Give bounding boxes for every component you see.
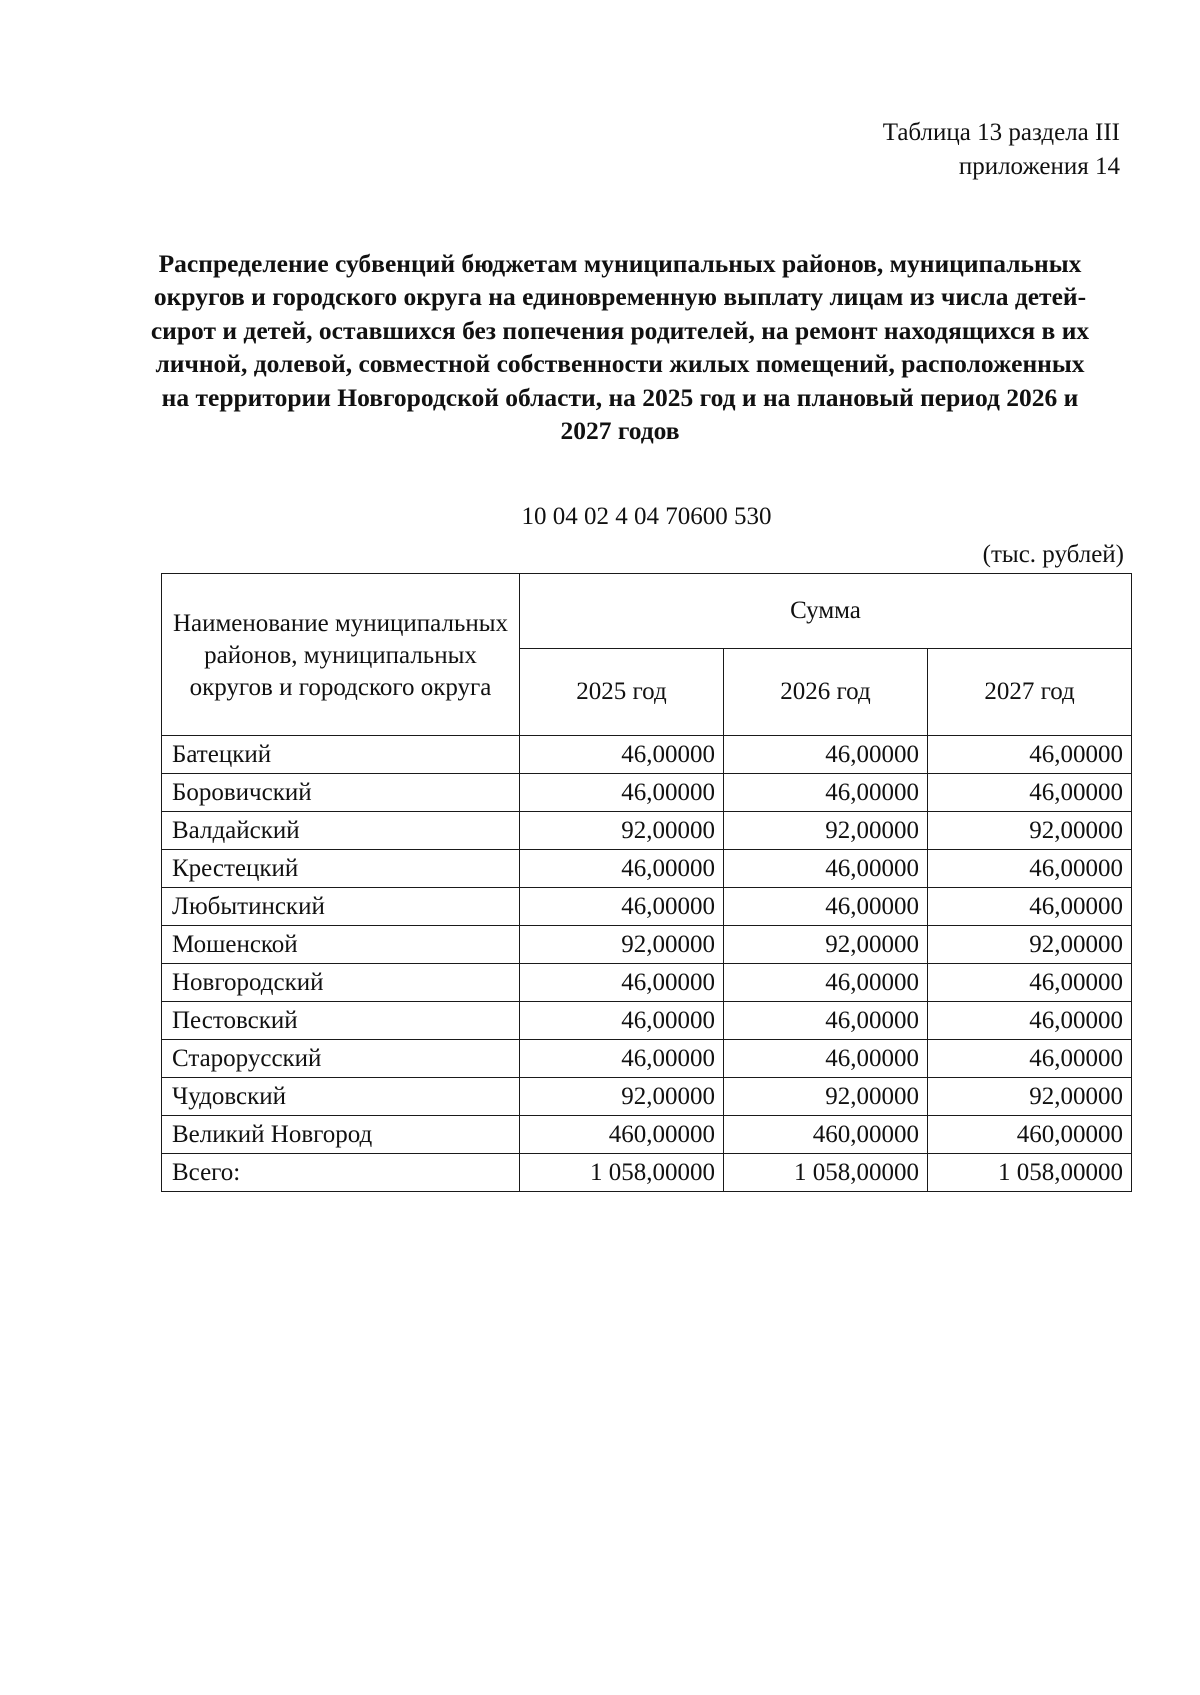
amount-2025: 46,00000	[520, 850, 724, 888]
municipality-name: Старорусский	[162, 1040, 520, 1078]
amount-2027: 46,00000	[928, 888, 1132, 926]
total-2026: 1 058,00000	[724, 1154, 928, 1192]
table-row	[162, 736, 1132, 774]
amount-2027: 46,00000	[928, 1002, 1132, 1040]
table-row	[162, 1116, 1132, 1154]
amount-2026: 46,00000	[724, 1002, 928, 1040]
amount-2026: 92,00000	[724, 926, 928, 964]
amount-2025: 46,00000	[520, 1040, 724, 1078]
amount-2025: 46,00000	[520, 774, 724, 812]
table-row	[162, 850, 1132, 888]
header-year-2026: 2026 год	[724, 649, 928, 736]
amount-2027: 46,00000	[928, 774, 1132, 812]
amount-2027: 92,00000	[928, 1078, 1132, 1116]
municipality-name: Любытинский	[162, 888, 520, 926]
amount-2026: 46,00000	[724, 964, 928, 1002]
header-sum: Сумма	[520, 574, 1132, 649]
municipality-name: Пестовский	[162, 1002, 520, 1040]
table-row	[162, 1002, 1132, 1040]
amount-2025: 92,00000	[520, 1078, 724, 1116]
amount-2027: 92,00000	[928, 926, 1132, 964]
table-row	[162, 774, 1132, 812]
header-year-2027: 2027 год	[928, 649, 1132, 736]
amount-2026: 46,00000	[724, 736, 928, 774]
amount-2027: 46,00000	[928, 964, 1132, 1002]
distribution-table	[161, 573, 1132, 1192]
amount-2026: 460,00000	[724, 1116, 928, 1154]
municipality-name: Крестецкий	[162, 850, 520, 888]
amount-2027: 46,00000	[928, 850, 1132, 888]
table-row	[162, 812, 1132, 850]
units-label: (тыс. рублей)	[982, 541, 1124, 568]
amount-2026: 92,00000	[724, 1078, 928, 1116]
total-2025: 1 058,00000	[520, 1154, 724, 1192]
amount-2027: 460,00000	[928, 1116, 1132, 1154]
table-row	[162, 926, 1132, 964]
amount-2025: 460,00000	[520, 1116, 724, 1154]
amount-2025: 46,00000	[520, 964, 724, 1002]
municipality-name: Новгородский	[162, 964, 520, 1002]
amount-2027: 46,00000	[928, 736, 1132, 774]
amount-2026: 46,00000	[724, 1040, 928, 1078]
document-title: Распределение субвенций бюджетам муниципальных районов, муниципальных округов и городского округа на единовременную выплату лицам из числа детей-сирот и детей, оставшихся без попечения родителей, на ремонт находящихся в их личной, долевой, совместной собственности жилых помещений, расположенных на территории Новгородской области, на 2025 год и на плановый период 2026 и 2027 годов	[150, 249, 1090, 446]
budget-classification-code: 10 04 02 4 04 70600 530	[521, 503, 772, 530]
header-municipality-name: Наименование муниципальных районов, муниципальных округов и городского округа	[162, 574, 520, 736]
amount-2027: 46,00000	[928, 1040, 1132, 1078]
municipality-name: Боровичский	[162, 774, 520, 812]
municipality-name: Чудовский	[162, 1078, 520, 1116]
total-2027: 1 058,00000	[928, 1154, 1132, 1192]
amount-2025: 46,00000	[520, 736, 724, 774]
amount-2026: 46,00000	[724, 774, 928, 812]
municipality-name: Мошенской	[162, 926, 520, 964]
amount-2027: 92,00000	[928, 812, 1132, 850]
amount-2025: 46,00000	[520, 888, 724, 926]
total-label: Всего:	[162, 1154, 520, 1192]
amount-2025: 46,00000	[520, 1002, 724, 1040]
municipality-name: Великий Новгород	[162, 1116, 520, 1154]
amount-2025: 92,00000	[520, 812, 724, 850]
amount-2026: 92,00000	[724, 812, 928, 850]
table-row	[162, 1078, 1132, 1116]
amount-2026: 46,00000	[724, 850, 928, 888]
municipality-name: Валдайский	[162, 812, 520, 850]
total-row	[162, 1154, 1132, 1192]
municipality-name: Батецкий	[162, 736, 520, 774]
header-year-2025: 2025 год	[520, 649, 724, 736]
table-row	[162, 888, 1132, 926]
amount-2026: 46,00000	[724, 888, 928, 926]
table-reference-line1: Таблица 13 раздела III	[882, 119, 1120, 146]
table-reference-line2: приложения 14	[958, 153, 1120, 180]
table-reference	[883, 116, 1120, 184]
amount-2025: 92,00000	[520, 926, 724, 964]
table-row	[162, 964, 1132, 1002]
table-row	[162, 1040, 1132, 1078]
